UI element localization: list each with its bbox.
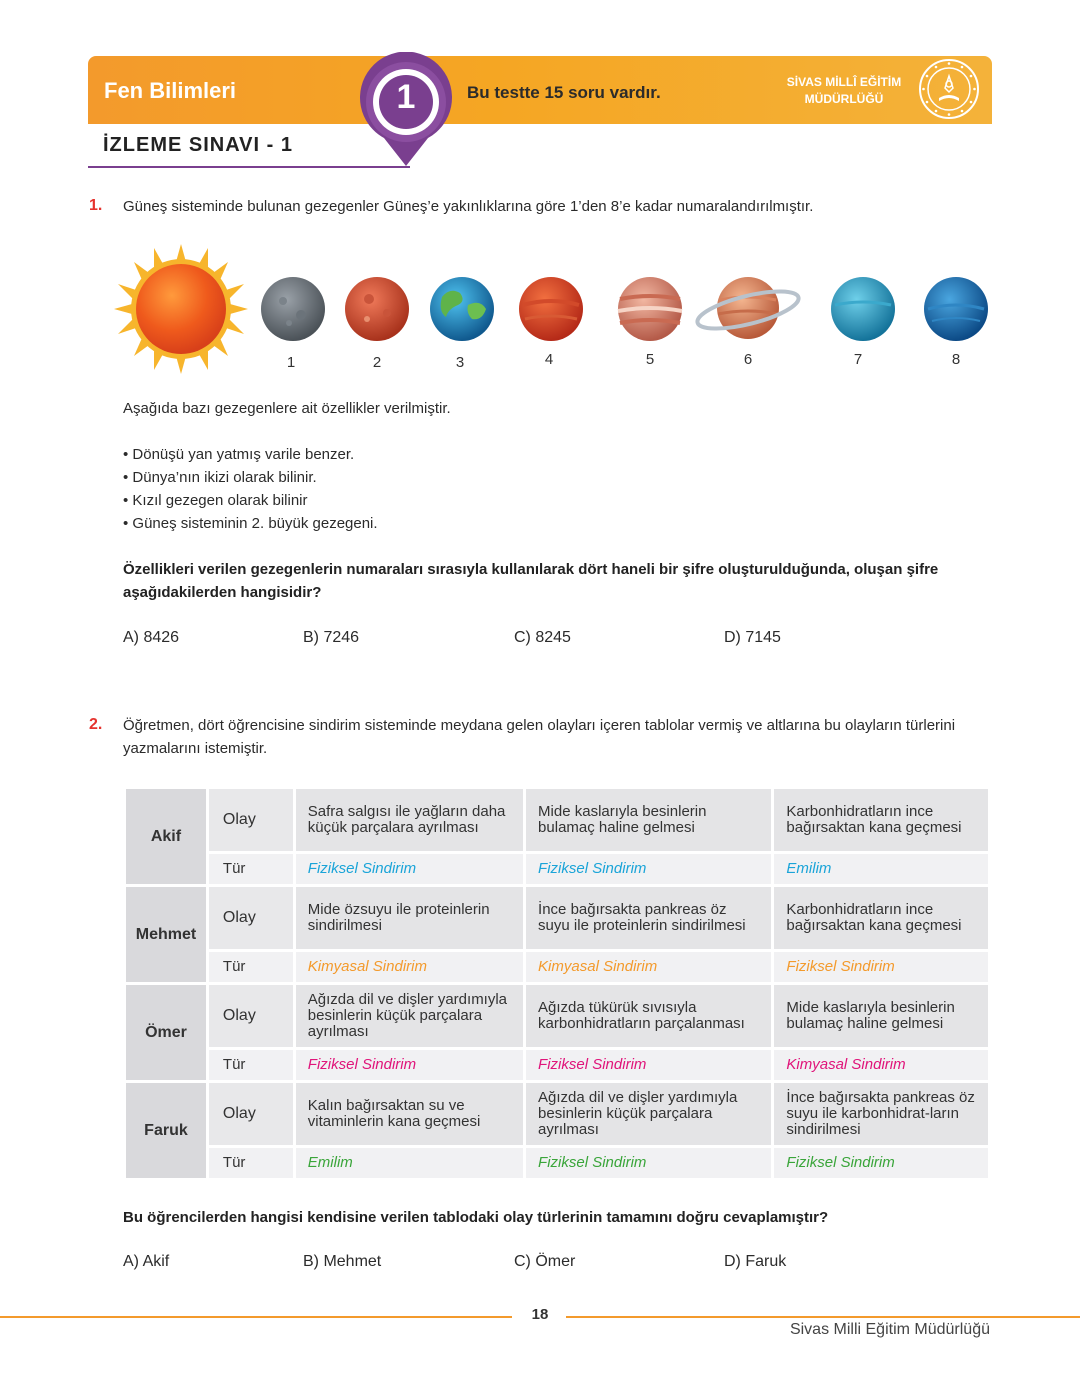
table-row (126, 1148, 988, 1178)
table-row (126, 1050, 988, 1080)
footer-organization: Sivas Milli Eğitim Müdürlüğü (789, 1321, 990, 1338)
event-cell: Mide kaslarıyla besinlerin bulamaç haline gelmesi (526, 789, 771, 851)
table-row (126, 789, 988, 851)
planet-label-4: 4 (544, 351, 554, 368)
type-cell: Fiziksel Sindirim (526, 1050, 771, 1080)
q1-option-a[interactable]: A) 8426 (123, 629, 180, 646)
table-row (126, 1083, 988, 1145)
feature-item: • Dünya’nın ikizi olarak bilinir. (123, 469, 317, 486)
type-cell: Emilim (774, 854, 988, 884)
planet-uranus-image (829, 275, 897, 343)
subject-title: Fen Bilimleri (104, 78, 237, 103)
type-cell: Fiziksel Sindirim (296, 1050, 523, 1080)
planet-label-8: 8 (951, 351, 961, 368)
event-cell: Mide kaslarıyla besinlerin bulamaç haline gelmesi (774, 985, 988, 1047)
q1-intro: Aşağıda bazı gezegenlere ait özellikler verilmiştir. (123, 400, 451, 417)
row-label-event: Olay (209, 985, 293, 1047)
event-cell: Ağızda dil ve dişler yardımıyla besinlerin küçük parçalara ayrılması (296, 985, 523, 1047)
org-line-2: MÜDÜRLÜĞÜ (804, 92, 884, 106)
feature-item: • Dönüşü yan yatmış varile benzer. (123, 446, 355, 463)
planet-label-2: 2 (372, 354, 382, 371)
planet-jupiter-image (616, 275, 684, 343)
planet-mercury-image (259, 275, 327, 343)
q1-number: 1. (89, 197, 103, 214)
type-cell: Fiziksel Sindirim (526, 854, 771, 884)
row-label-type: Tür (209, 1148, 293, 1178)
type-cell: Fiziksel Sindirim (296, 854, 523, 884)
planet-earth-image (428, 275, 496, 343)
test-number: 1 (396, 78, 416, 116)
question-count: Bu testte 15 soru vardır. (467, 83, 661, 102)
planet-saturn-image (694, 268, 802, 348)
q2-question: Bu öğrencilerden hangisi kendisine verilen tablodaki olay türlerinin tamamını doğru cevaplamıştır? (123, 1209, 829, 1226)
digestion-table (123, 786, 991, 1181)
event-cell: Karbonhidratların ince bağırsaktan kana geçmesi (774, 789, 988, 851)
row-label-type: Tür (209, 952, 293, 982)
type-cell: Fiziksel Sindirim (774, 952, 988, 982)
type-cell: Emilim (296, 1148, 523, 1178)
table-row (126, 854, 988, 884)
q2-number: 2. (89, 716, 103, 733)
planet-label-5: 5 (645, 351, 655, 368)
event-cell: Kalın bağırsaktan su ve vitaminlerin kana geçmesi (296, 1083, 523, 1145)
q1-option-c[interactable]: C) 8245 (514, 629, 571, 646)
type-cell: Fiziksel Sindirim (526, 1148, 771, 1178)
row-label-type: Tür (209, 1050, 293, 1080)
exam-title: İZLEME SINAVI - 1 (103, 134, 293, 156)
student-name-akif: Akif (126, 789, 206, 884)
q2-option-b[interactable]: B) Mehmet (303, 1253, 382, 1270)
row-label-event: Olay (209, 1083, 293, 1145)
sun-image (114, 244, 248, 374)
event-cell: Ağızda tükürük sıvısıyla karbonhidratların parçalanması (526, 985, 771, 1047)
event-cell: İnce bağırsakta pankreas öz suyu ile proteinlerin sindirilmesi (526, 887, 771, 949)
q1-text: Güneş sisteminde bulunan gezegenler Güneş’e yakınlıklarına göre 1’den 8’e kadar numaralandırılmıştır. (123, 198, 814, 215)
type-cell: Kimyasal Sindirim (296, 952, 523, 982)
q1-option-d[interactable]: D) 7145 (724, 629, 781, 646)
q2-option-a[interactable]: A) Akif (123, 1253, 170, 1270)
footer-line-left (0, 1316, 512, 1318)
q2-option-d[interactable]: D) Faruk (724, 1253, 787, 1270)
planet-venus-image (343, 275, 411, 343)
footer-line-right (566, 1316, 1080, 1318)
planet-mars-image (517, 275, 585, 343)
feature-item: • Kızıl gezegen olarak bilinir (123, 492, 308, 509)
row-label-type: Tür (209, 854, 293, 884)
exam-title-underline (88, 166, 410, 168)
event-cell: Safra salgısı ile yağların daha küçük parçalara ayrılması (296, 789, 523, 851)
event-cell: Mide özsuyu ile proteinlerin sindirilmesi (296, 887, 523, 949)
organization-name (778, 74, 910, 108)
feature-item: • Güneş sisteminin 2. büyük gezegeni. (123, 515, 378, 532)
meb-emblem-icon (918, 58, 980, 120)
q1-option-b[interactable]: B) 7246 (303, 629, 360, 646)
row-label-event: Olay (209, 789, 293, 851)
q2-text: Öğretmen, dört öğrencisine sindirim sisteminde meydana gelen olayları içeren tablolar vermiş ve altlarına bu olayların türlerini yazmalarını istemiştir. (123, 717, 956, 757)
planet-label-1: 1 (286, 354, 296, 371)
planet-label-6: 6 (743, 351, 753, 368)
type-cell: Kimyasal Sindirim (774, 1050, 988, 1080)
event-cell: İnce bağırsakta pankreas öz suyu ile karbonhidrat-ların sindirilmesi (774, 1083, 988, 1145)
event-cell: Ağızda dil ve dişler yardımıyla besinlerin küçük parçalara ayrılması (526, 1083, 771, 1145)
student-name-faruk: Faruk (126, 1083, 206, 1178)
student-name-mehmet: Mehmet (126, 887, 206, 982)
row-label-event: Olay (209, 887, 293, 949)
table-row (126, 887, 988, 949)
planet-label-7: 7 (853, 351, 863, 368)
q1-question: Özellikleri verilen gezegenlerin numaraları sırasıyla kullanılarak dört haneli bir şifre oluşturulduğunda, oluşan şifre aşağıdakilerden hangisidir? (123, 561, 939, 601)
q1-features-list (123, 443, 378, 535)
planet-label-3: 3 (455, 354, 465, 371)
page-number: 18 (531, 1306, 549, 1323)
table-row (126, 952, 988, 982)
student-name-omer: Ömer (126, 985, 206, 1080)
type-cell: Fiziksel Sindirim (774, 1148, 988, 1178)
type-cell: Kimyasal Sindirim (526, 952, 771, 982)
planet-neptune-image (922, 275, 990, 343)
org-line-1: SİVAS MİLLÎ EĞİTİM (786, 75, 902, 89)
q2-option-c[interactable]: C) Ömer (514, 1253, 576, 1270)
event-cell: Karbonhidratların ince bağırsaktan kana geçmesi (774, 887, 988, 949)
table-row (126, 985, 988, 1047)
